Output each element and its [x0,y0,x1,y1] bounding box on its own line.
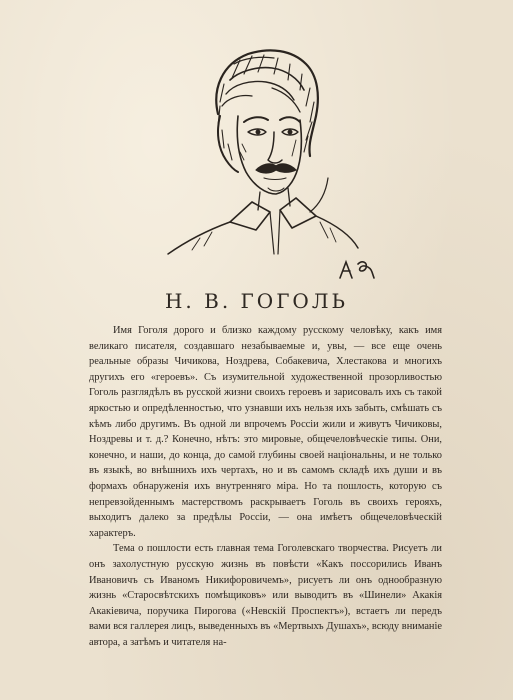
paragraph-2: Тема о пошлости есть главная тема Гоголевскаго творчества. Рисуетъ ли онъ захолустную русскую жизнь въ повѣсти «Какъ поссорились Иванъ Ивановичъ съ Иваномъ Никифоровичемъ», рисуетъ ли онъ однообразную жизнь «Старосвѣтскихъ помѣщиковъ» или выводитъ въ «Шинели» Акакія Акакіевича, поручика Пирогова («Невскій Проспектъ»), встаетъ ли передъ вами вся галлерея лицъ, выведенныхъ въ «Мертвыхъ Душахъ», всюду вниманіе автора, а затѣмъ и читателя на- [89,543,442,648]
gogol-portrait-illustration [160,44,360,259]
artist-monogram-signature [336,258,380,282]
article-body [89,323,442,650]
paragraph-1: Имя Гоголя дорого и близко каждому русскому человѣку, какъ имя великаго писателя, создавшаго незабываемые и, увы, — все еще очень реальные образы Чичикова, Ноздрева, Собакевича, Хлестакова и многихъ другихъ его «героевъ». Съ изумительной художественной прозорливостью Гоголь разглядѣлъ въ русской жизни своихъ героевъ и зарисовалъ ихъ съ такой яркостью и опредѣленностью, что узнавши ихъ нельзя ихъ забыть, смѣшать съ кѣмъ либо другимъ. Въ одной ли впрочемъ Россіи жили и живутъ Чичиковы, Ноздревы и т. д.? Конечно, нѣтъ: это мировые, общечеловѣческіе типы. Они, конечно, и наши, до конца, до самой глубины своей національны, и не только въ языкѣ, во внѣшнихъ ихъ чертахъ, но и въ самомъ складѣ ихъ души и въ формахъ обнаруженія ихъ внутренняго міра. Но та пошлость, которую съ непревзойденнымъ мастерствомъ раскрываетъ Гоголь въ своихъ герояхъ, выходитъ далеко за предѣлы Россіи, — она имѣетъ общечеловѣческій характеръ. [89,325,442,539]
article-title: Н. В. ГОГОЛЬ [164,289,348,313]
